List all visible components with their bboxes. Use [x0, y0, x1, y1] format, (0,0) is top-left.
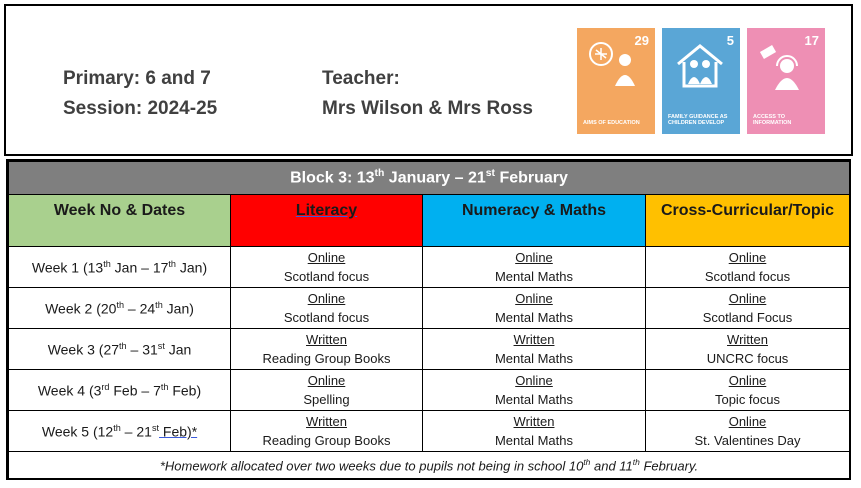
badge-caption: ACCESS TO INFORMATION: [753, 114, 792, 126]
numeracy-cell: Written Mental Maths: [423, 329, 646, 370]
class-info: [63, 64, 217, 124]
literacy-cell: Online Scotland focus: [231, 288, 423, 329]
footnote: *Homework allocated over two weeks due to pupils not being in school 10th and 11th February.: [9, 452, 850, 480]
cross-cell: Online Topic focus: [646, 370, 850, 411]
week-cell: Week 4 (3rd Feb – 7th Feb): [9, 370, 231, 411]
literacy-cell: Online Spelling: [231, 370, 423, 411]
badge-caption: FAMILY GUIDANCE AS CHILDREN DEVELOP: [668, 114, 728, 126]
homework-table: [6, 159, 851, 480]
table-row: [9, 247, 850, 288]
header-week: Week No & Dates: [9, 195, 231, 247]
header-numeracy: Numeracy & Maths: [423, 195, 646, 247]
literacy-cell: Online Scotland focus: [231, 247, 423, 288]
table-row: [9, 329, 850, 370]
cross-cell: Written UNCRC focus: [646, 329, 850, 370]
footnote-row: [9, 452, 850, 480]
numeracy-cell: Online Mental Maths: [423, 247, 646, 288]
badge-number: 29: [634, 33, 649, 48]
cross-cell: Online Scotland focus: [646, 247, 850, 288]
table-row: [9, 411, 850, 452]
session-label: Session: 2024-25: [63, 98, 218, 119]
teacher-names: Mrs Wilson & Mrs Ross: [322, 98, 533, 119]
badge-number: 5: [726, 33, 734, 48]
primary-label: Primary: 6 and 7: [63, 68, 211, 89]
week-cell: Week 1 (13th Jan – 17th Jan): [9, 247, 231, 288]
badge-caption: AIMS OF EDUCATION: [583, 120, 640, 126]
numeracy-cell: Online Mental Maths: [423, 370, 646, 411]
badge-number: 17: [804, 33, 819, 48]
uncrc-article-17-badge: [747, 28, 825, 134]
numeracy-cell: Written Mental Maths: [423, 411, 646, 452]
cross-cell: Online Scotland Focus: [646, 288, 850, 329]
numeracy-cell: Online Mental Maths: [423, 288, 646, 329]
block-title: Block 3: 13th January – 21st February: [9, 162, 850, 195]
week-cell: Week 2 (20th – 24th Jan): [9, 288, 231, 329]
family-guidance-icon: [672, 38, 728, 98]
uncrc-article-5-badge: [662, 28, 740, 134]
header-cross-curricular: Cross-Curricular/Topic: [646, 195, 850, 247]
week-cell: Week 3 (27th – 31st Jan: [9, 329, 231, 370]
uncrc-article-29-badge: [577, 28, 655, 134]
block-title-row: [9, 162, 850, 195]
week-cell: Week 5 (12th – 21st Feb)*: [9, 411, 231, 452]
literacy-cell: Written Reading Group Books: [231, 329, 423, 370]
literacy-cell: Written Reading Group Books: [231, 411, 423, 452]
header-literacy: Literacy: [231, 195, 423, 247]
table-row: [9, 288, 850, 329]
column-header-row: [9, 195, 850, 247]
cross-cell: Online St. Valentines Day: [646, 411, 850, 452]
header-box: [4, 4, 853, 156]
table-row: [9, 370, 850, 411]
teacher-label: Teacher:: [322, 68, 400, 89]
teacher-info: [322, 64, 533, 124]
